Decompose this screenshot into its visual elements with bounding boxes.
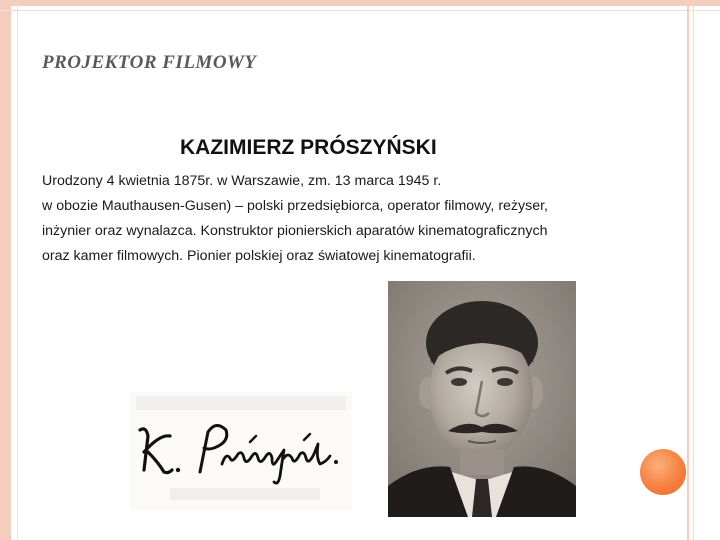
decorative-circle bbox=[640, 449, 686, 495]
section-title: PROJEKTOR FILMOWY bbox=[42, 52, 257, 73]
frame-inner-top-line bbox=[0, 10, 720, 11]
biography-text bbox=[42, 169, 642, 269]
biography-line: inżynier oraz wynalazca. Konstruktor pionierskich aparatów kinematograficznych bbox=[42, 223, 548, 239]
biography-line: oraz kamer filmowych. Pionier polskiej oraz światowej kinematografii. bbox=[42, 248, 476, 264]
frame-right-line-secondary bbox=[693, 0, 694, 540]
biography-line: Urodzony 4 kwietnia 1875r. w Warszawie, zm. 13 marca 1945 r. bbox=[42, 173, 442, 189]
signature-graphic bbox=[130, 392, 352, 510]
frame-inner-left-line bbox=[17, 0, 18, 540]
frame-right-line bbox=[687, 0, 689, 540]
page-title: KAZIMIERZ PRÓSZYŃSKI bbox=[180, 136, 437, 159]
portrait-image bbox=[388, 281, 576, 517]
frame-left-border bbox=[0, 0, 11, 540]
frame-top-border bbox=[0, 0, 720, 6]
signature-image bbox=[130, 392, 352, 510]
portrait-photo bbox=[388, 281, 576, 517]
biography-line: w obozie Mauthausen-Gusen) – polski przedsiębiorca, operator filmowy, reżyser, bbox=[42, 198, 548, 214]
